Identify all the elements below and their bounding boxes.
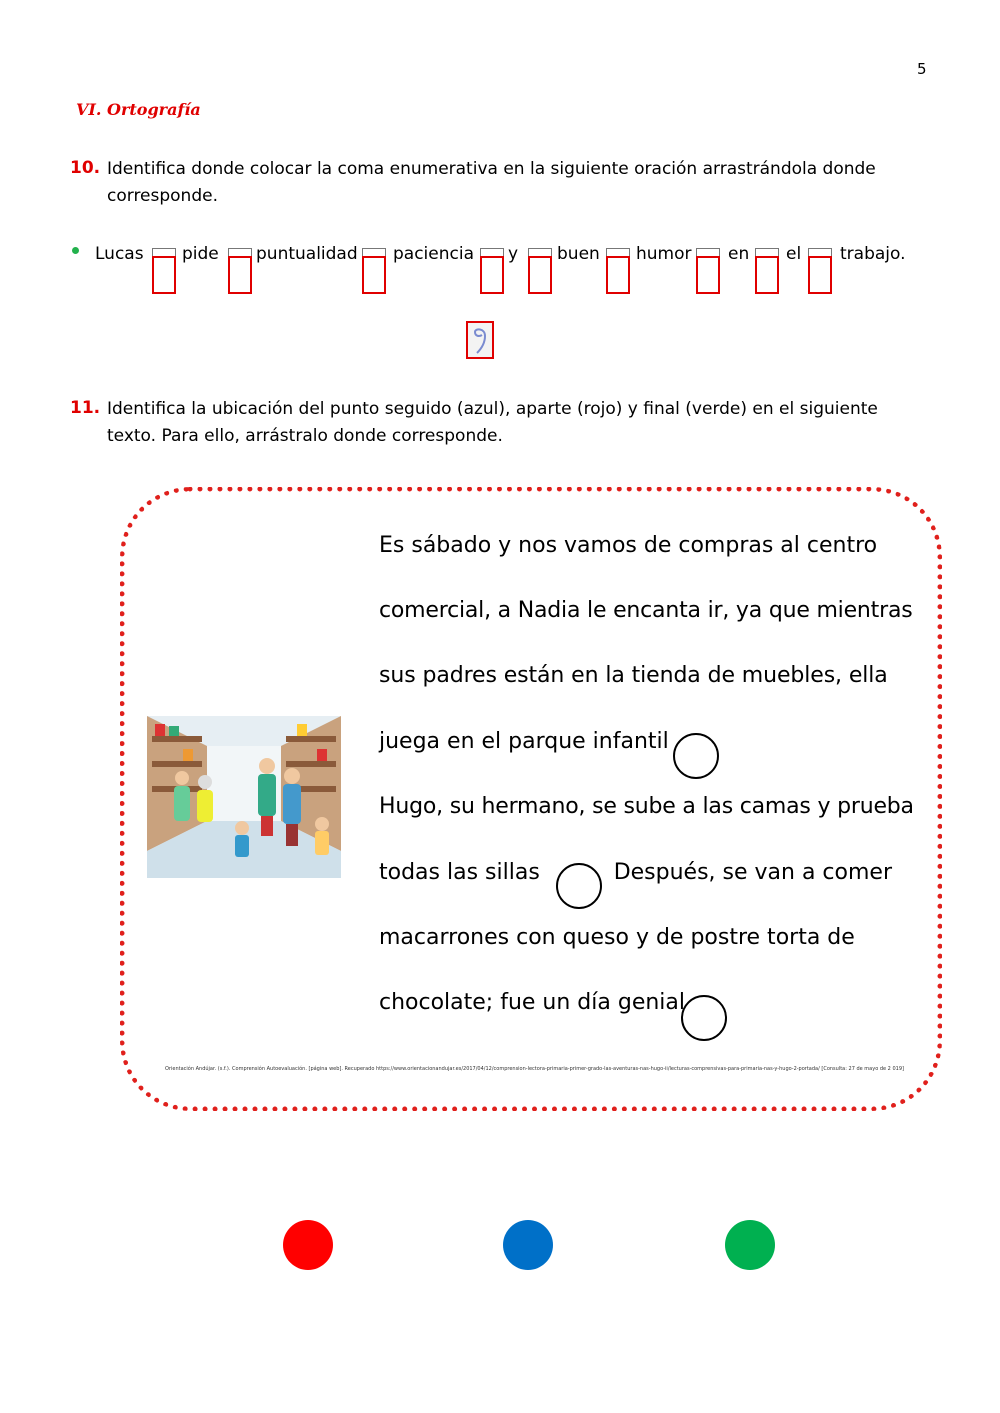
comma-drop-slot[interactable] <box>362 256 386 294</box>
story-line <box>379 531 892 561</box>
story-line: chocolate; fue un día genial <box>379 990 686 1015</box>
sentence-word: el <box>786 244 802 264</box>
comma-drop-slot[interactable] <box>808 256 832 294</box>
sentence-word: buen <box>557 244 600 264</box>
sentence-word: puntualidad <box>256 244 358 264</box>
period-drop-slot[interactable] <box>673 733 719 779</box>
comma-drop-slot[interactable] <box>152 256 176 294</box>
story-text: Es sábado y nos vamos de compras al centro <box>379 533 878 558</box>
bullet-icon <box>72 247 79 254</box>
story-line: Hugo, su hermano, se sube a las camas y prueba <box>379 794 914 819</box>
source-citation: Orientación Andújar. (s.f.). Comprensión Autoevaluación. [página web]. Recuperado https://www.orientacionandujar.es/2017/04/12/comprension-lectora-primaria-primer-grado-las-aventuras-nas-hugo-ii/lecturas-comprensivas-para-primaria-nas-y-hugo-2-portada/ [Consulta: 27 de mayo de 2 019] <box>165 1066 904 1072</box>
comma-drop-slot[interactable] <box>696 256 720 294</box>
comma-drop-slot[interactable] <box>755 256 779 294</box>
sentence-word: trabajo. <box>840 244 906 264</box>
sentence-word: paciencia <box>393 244 474 264</box>
comma-icon <box>470 326 490 356</box>
sentence-word: en <box>728 244 750 264</box>
story-line: Después, se van a comer <box>613 860 892 885</box>
period-drop-slot[interactable] <box>556 863 602 909</box>
question-11-number: 11. <box>70 398 101 418</box>
comma-drop-slot[interactable] <box>228 256 252 294</box>
period-drop-slot[interactable] <box>681 995 727 1041</box>
sentence-word: humor <box>636 244 692 264</box>
draggable-comma-tile[interactable] <box>466 321 494 359</box>
story-line: macarrones con queso y de postre torta de <box>379 925 855 950</box>
blue-dot[interactable] <box>503 1220 553 1270</box>
story-line: todas las sillas <box>379 860 540 885</box>
question-10-number: 10. <box>70 158 101 178</box>
sentence-word: Lucas <box>95 244 144 264</box>
green-dot[interactable] <box>725 1220 775 1270</box>
story-line: comercial, a Nadia le encanta ir, ya que mientras <box>379 598 913 623</box>
page-number: 5 <box>917 60 927 78</box>
sentence-word: y <box>508 244 519 264</box>
comma-drop-slot[interactable] <box>606 256 630 294</box>
section-title: VI. Ortografía <box>76 100 201 119</box>
question-10-text: Identifica donde colocar la coma enumerativa en la siguiente oración arrastrándola donde corresponde. <box>107 159 876 206</box>
question-11-text: Identifica la ubicación del punto seguido (azul), aparte (rojo) y final (verde) en el siguiente texto. Para ello, arrástralo donde corresponde. <box>107 399 878 446</box>
sentence-word: pide <box>182 244 219 264</box>
red-dot[interactable] <box>283 1220 333 1270</box>
shopping-mall-illustration <box>147 716 341 878</box>
story-line: juega en el parque infantil <box>379 729 669 754</box>
comma-drop-slot[interactable] <box>480 256 504 294</box>
story-line: sus padres están en la tienda de muebles, ella <box>379 663 888 688</box>
comma-drop-slot[interactable] <box>528 256 552 294</box>
